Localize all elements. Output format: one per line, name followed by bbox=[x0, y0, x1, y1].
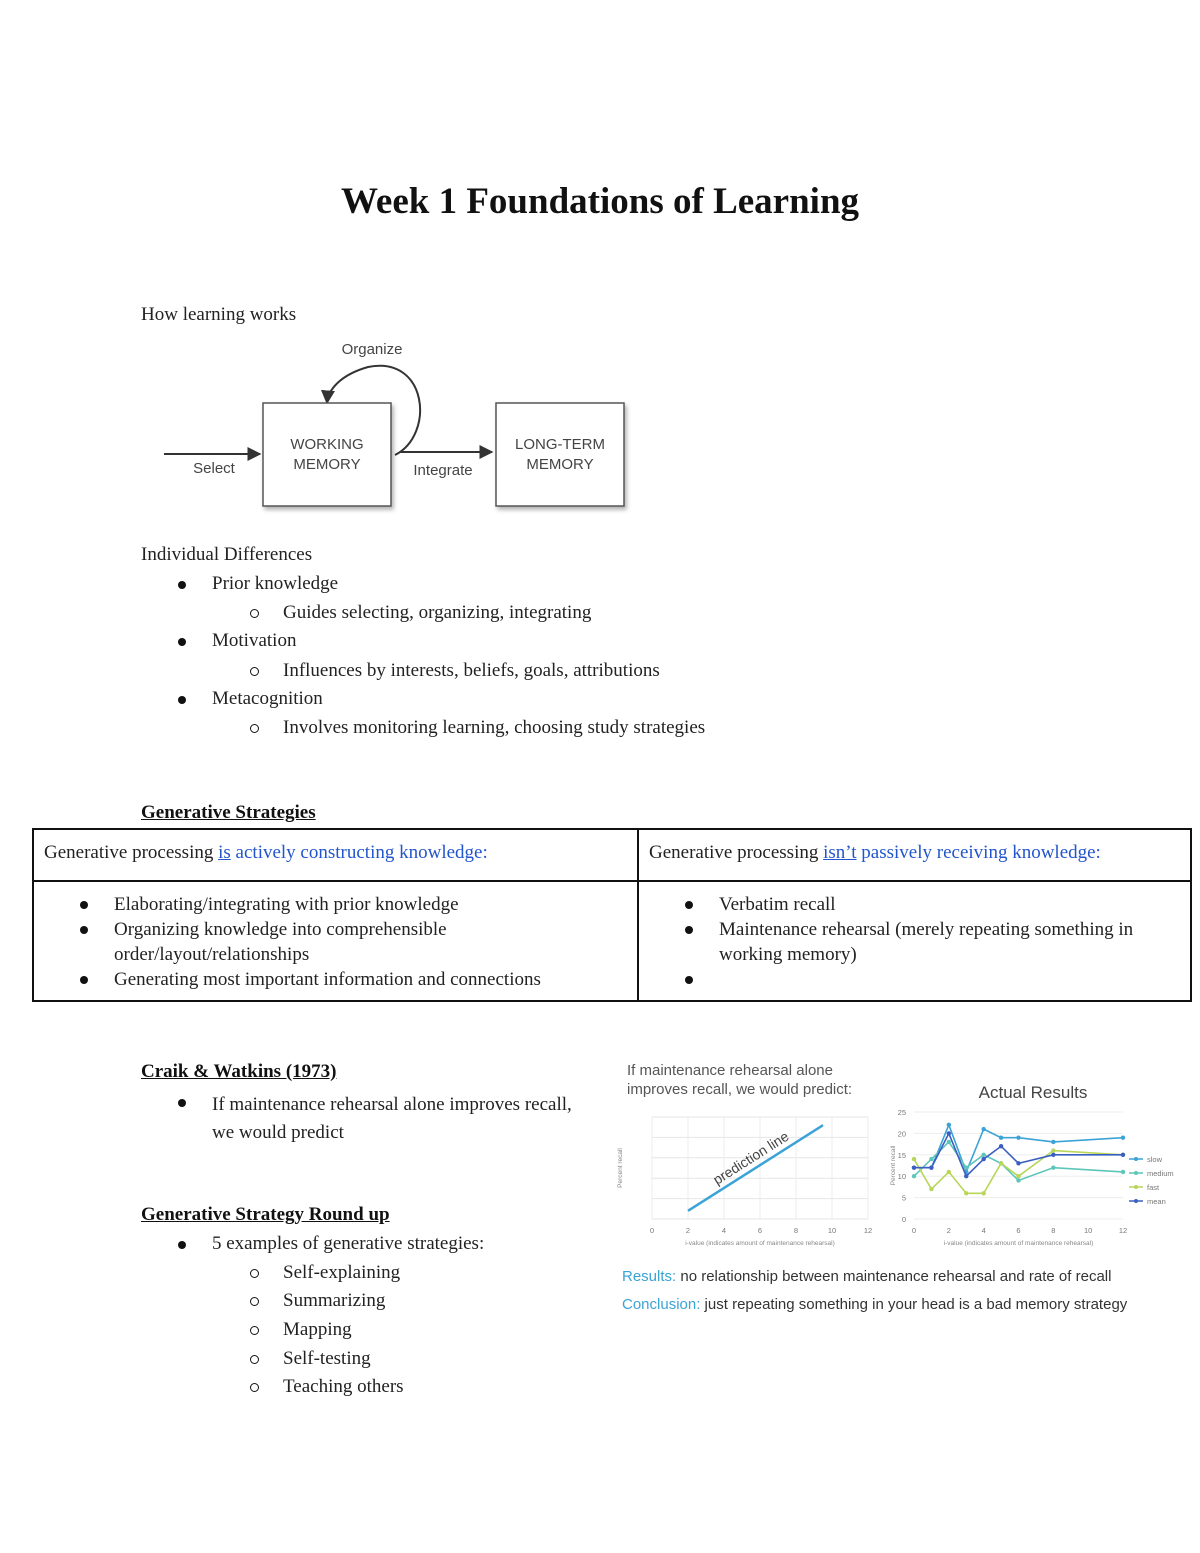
prediction-line bbox=[688, 1125, 823, 1211]
prediction-line-label: prediction line bbox=[710, 1127, 792, 1188]
legend-label: fast bbox=[1147, 1183, 1160, 1192]
legend-marker bbox=[1134, 1171, 1138, 1175]
y-tick-label: 15 bbox=[897, 1150, 906, 1160]
organize-label: Organize bbox=[341, 341, 403, 358]
integrate-label: Integrate bbox=[413, 462, 473, 479]
x-tick-label: 12 bbox=[863, 1226, 873, 1235]
craik-watkins-heading: Craik & Watkins (1973) bbox=[141, 1061, 337, 1082]
data-point-fast bbox=[947, 1170, 951, 1174]
x-tick-label: 0 bbox=[911, 1226, 917, 1235]
data-point-mean bbox=[947, 1131, 951, 1135]
legend-marker bbox=[1134, 1199, 1138, 1203]
list-item: Involves monitoring learning, choosing study strategies bbox=[283, 717, 706, 738]
results-line: Results: no relationship between maintenance rehearsal and rate of recall bbox=[622, 1268, 1112, 1285]
data-point-medium bbox=[1121, 1170, 1125, 1174]
list-item: Teaching others bbox=[283, 1376, 404, 1397]
legend-marker bbox=[1134, 1185, 1138, 1189]
data-point-slow bbox=[947, 1123, 951, 1127]
list-item: Verbatim recall bbox=[719, 892, 1190, 917]
data-point-fast bbox=[999, 1161, 1003, 1165]
data-point-fast bbox=[964, 1191, 968, 1195]
y-tick-label: 25 bbox=[897, 1108, 906, 1117]
select-label: Select bbox=[193, 460, 235, 477]
list-item: Self-explaining bbox=[283, 1262, 401, 1283]
x-tick-label: 10 bbox=[827, 1226, 837, 1235]
list-item: Self-testing bbox=[283, 1348, 371, 1369]
y-tick-label: 10 bbox=[897, 1172, 906, 1182]
x-tick-label: 8 bbox=[1051, 1226, 1056, 1235]
y-axis-label: Percent recall bbox=[890, 1145, 897, 1186]
actual-results-chart bbox=[890, 1108, 1174, 1247]
x-axis-label: i-value (indicates amount of maintenance rehearsal) bbox=[685, 1240, 835, 1247]
list-item: If maintenance rehearsal alone improves recall, we would predict bbox=[212, 1091, 582, 1147]
list-item: Summarizing bbox=[283, 1290, 386, 1311]
data-point-medium bbox=[964, 1165, 968, 1169]
individual-differences-heading: Individual Differences bbox=[141, 544, 313, 565]
data-point-fast bbox=[1016, 1174, 1020, 1178]
working-memory-line1: WORKING bbox=[290, 436, 364, 453]
list-item: Organizing knowledge into comprehensible order/layout/relationships bbox=[114, 917, 534, 967]
data-point-slow bbox=[1051, 1140, 1055, 1144]
y-axis-label: Percent recall bbox=[617, 1148, 624, 1188]
list-item: Elaborating/integrating with prior knowledge bbox=[114, 892, 637, 917]
x-tick-label: 4 bbox=[981, 1226, 986, 1235]
how-learning-works-label: How learning works bbox=[141, 304, 297, 325]
conclusion-label: Conclusion: bbox=[622, 1296, 701, 1313]
data-point-mean bbox=[964, 1174, 968, 1178]
results-label: Results: bbox=[622, 1268, 677, 1285]
prediction-chart bbox=[617, 1117, 872, 1247]
data-point-mean bbox=[981, 1157, 985, 1161]
list-item: Generating most important information and connections bbox=[114, 967, 637, 992]
isnt-link[interactable]: isn’t bbox=[823, 842, 857, 863]
is-link[interactable]: is bbox=[218, 842, 231, 863]
x-tick-label: 10 bbox=[1083, 1226, 1093, 1235]
y-tick-label: 0 bbox=[901, 1215, 906, 1224]
data-point-fast bbox=[929, 1187, 933, 1191]
actual-results-title: Actual Results bbox=[978, 1083, 1088, 1102]
page-title: Week 1 Foundations of Learning bbox=[340, 181, 860, 222]
left-column-header: Generative processing is actively constructing knowledge: bbox=[44, 842, 488, 863]
list-item bbox=[719, 967, 1190, 992]
list-item: Guides selecting, organizing, integrating bbox=[283, 602, 592, 623]
list-item: Mapping bbox=[283, 1319, 352, 1340]
list-item: Prior knowledge bbox=[212, 573, 339, 594]
x-tick-label: 6 bbox=[757, 1226, 763, 1235]
x-tick-label: 4 bbox=[721, 1226, 727, 1235]
legend-marker bbox=[1134, 1157, 1138, 1161]
learning-diagram bbox=[160, 335, 640, 515]
data-point-mean bbox=[1016, 1161, 1020, 1165]
long-term-memory-line2: MEMORY bbox=[526, 456, 594, 473]
x-tick-label: 2 bbox=[946, 1226, 951, 1235]
data-point-mean bbox=[1051, 1153, 1055, 1157]
x-tick-label: 2 bbox=[685, 1226, 691, 1235]
results-figure bbox=[612, 1055, 1190, 1325]
roundup-heading: Generative Strategy Round up bbox=[141, 1204, 390, 1225]
y-tick-label: 5 bbox=[901, 1193, 906, 1203]
long-term-memory-line1: LONG-TERM bbox=[515, 436, 605, 453]
conclusion-line: Conclusion: just repeating something in your head is a bad memory strategy bbox=[622, 1296, 1128, 1313]
list-item: Maintenance rehearsal (merely repeating something in working memory) bbox=[719, 917, 1189, 967]
legend-label: slow bbox=[1147, 1155, 1163, 1164]
generative-strategies-table bbox=[32, 828, 1192, 1002]
generative-strategies-heading: Generative Strategies bbox=[141, 802, 316, 823]
x-axis-label: i-value (indicates amount of maintenance rehearsal) bbox=[943, 1240, 1094, 1247]
data-point-medium bbox=[912, 1174, 916, 1178]
data-point-mean bbox=[999, 1144, 1003, 1148]
x-tick-label: 8 bbox=[793, 1226, 799, 1235]
list-item: Metacognition bbox=[212, 688, 323, 709]
data-point-fast bbox=[981, 1191, 985, 1195]
data-point-mean bbox=[929, 1165, 933, 1169]
data-point-slow bbox=[1121, 1135, 1125, 1139]
data-point-slow bbox=[999, 1135, 1003, 1139]
x-tick-label: 12 bbox=[1118, 1226, 1128, 1235]
data-point-medium bbox=[1051, 1165, 1055, 1169]
right-column-header: Generative processing isn’t passively receiving knowledge: bbox=[649, 842, 1101, 863]
long-term-memory-box bbox=[496, 403, 624, 506]
data-point-mean bbox=[912, 1165, 916, 1169]
list-item: Motivation bbox=[212, 630, 297, 651]
data-point-fast bbox=[1051, 1148, 1055, 1152]
x-tick-label: 6 bbox=[1016, 1226, 1021, 1235]
data-point-medium bbox=[947, 1140, 951, 1144]
legend-label: medium bbox=[1147, 1169, 1174, 1178]
data-point-slow bbox=[1016, 1135, 1020, 1139]
working-memory-box bbox=[263, 403, 391, 506]
series-line-fast bbox=[914, 1151, 1123, 1194]
data-point-slow bbox=[981, 1127, 985, 1131]
data-point-mean bbox=[1121, 1153, 1125, 1157]
data-point-medium bbox=[1016, 1178, 1020, 1182]
list-item: 5 examples of generative strategies: bbox=[212, 1233, 485, 1254]
data-point-fast bbox=[912, 1157, 916, 1161]
x-tick-label: 0 bbox=[649, 1226, 655, 1235]
data-point-medium bbox=[929, 1157, 933, 1161]
legend-label: mean bbox=[1147, 1197, 1166, 1206]
prediction-title-line1: If maintenance rehearsal alone bbox=[627, 1062, 833, 1079]
prediction-title-line2: improves recall, we would predict: bbox=[627, 1081, 853, 1098]
list-item: Influences by interests, beliefs, goals, attributions bbox=[283, 660, 660, 681]
data-point-medium bbox=[981, 1153, 985, 1157]
working-memory-line2: MEMORY bbox=[293, 456, 361, 473]
y-tick-label: 20 bbox=[897, 1129, 906, 1139]
